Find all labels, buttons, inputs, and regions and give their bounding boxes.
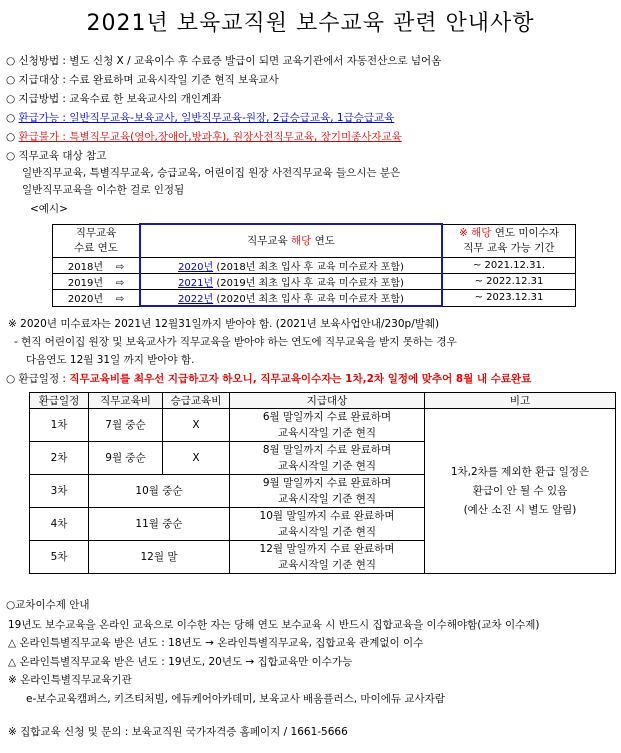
- target-cell: [230, 508, 425, 541]
- header-text: 수료 연도: [74, 241, 118, 254]
- duty-line-1: 일반직무교육, 특별직무교육, 승급교육, 어린이집 원장 사전직무교육 들으시는 분은: [22, 167, 401, 179]
- cell-text: (예산 소진 시 별도 알림): [463, 503, 577, 516]
- remark-cell: [425, 409, 616, 574]
- promo-fee-cell: X: [163, 409, 230, 442]
- duty-fee-cell: 7월 중순: [89, 409, 163, 442]
- arrow-icon: ⇨: [115, 262, 125, 273]
- swap-line-3: △ 온라인특별직무교육 받은 년도 : 19년도, 20년도 → 집합교육만 이수가능: [8, 656, 353, 668]
- cell-text: (2019년 최초 입사 후 교육 미수료자 포함): [216, 278, 404, 289]
- bullet-icon: ○: [6, 373, 16, 385]
- item-duty-head: [6, 149, 106, 164]
- bullet-icon: ○: [6, 74, 16, 86]
- period-cell: ~ 2022.12.31: [442, 274, 576, 290]
- cell-text: 교육시작일 기준 현직: [278, 427, 376, 439]
- header-promo-fee: 승급교육비: [163, 393, 230, 409]
- cell-text: 2019년: [67, 278, 103, 289]
- header-text: ※ 해당: [459, 226, 492, 239]
- item-target: [6, 73, 279, 88]
- edu-year-cell: [140, 258, 442, 274]
- swap-line-2: △ 온라인특별직무교육 받은 년도 : 18년도 → 온라인특별직무교육, 집합교육 관계없이 이수: [8, 637, 424, 649]
- duty-fee-cell: 11월 중순: [89, 508, 230, 541]
- cell-text: 말일까지 수료 완료하며: [283, 510, 395, 522]
- header-completion-year: [53, 224, 141, 258]
- header-target: 지급대상: [230, 393, 425, 409]
- period-cell: ~ 2021.12.31.: [442, 258, 576, 274]
- duty-fee-cell: 10월 중순: [89, 475, 230, 508]
- bullet-icon: ○: [6, 93, 16, 105]
- example-label: <예시>: [30, 203, 68, 215]
- example-table: [52, 223, 576, 307]
- round-cell: 3차: [30, 475, 89, 508]
- refund-no-label: 환급불가 :: [18, 131, 70, 143]
- table-row: [53, 258, 576, 274]
- cell-text: 10월: [259, 510, 284, 522]
- page-title: 2021년 보육교직원 보수교육 관련 안내사항: [86, 11, 535, 36]
- cell-text: 2020년: [67, 294, 103, 306]
- target-cell: [230, 475, 425, 508]
- bullet-icon: ○: [6, 150, 16, 162]
- header-text: 직무 교육 가능 기간: [463, 241, 555, 254]
- promo-fee-cell: X: [163, 442, 230, 475]
- contact-line: ※ 집합교육 신청 및 문의 : 보육교직원 국가자격증 홈페이지 / 1661-5666: [8, 726, 348, 738]
- item-target-text: 지급대상 : 수료 완료하며 교육시작일 기준 현직 보육교사: [18, 74, 279, 86]
- item-apply: [6, 54, 441, 69]
- table-header-row: [30, 393, 616, 409]
- item-apply-text: 신청방법 : 별도 신청 X / 교육이수 후 수료증 발급이 되면 교육기관에서 자동전산으로 넘어옴: [18, 55, 442, 67]
- completion-year-cell: [53, 258, 141, 274]
- bullet-icon: ○: [6, 131, 16, 143]
- cell-text: 교육시작일 기준 현직: [278, 526, 376, 538]
- duty-fee-cell: 12월 말: [89, 541, 230, 574]
- header-period: [442, 224, 576, 258]
- round-cell: 1차: [30, 409, 89, 442]
- target-cell: [230, 409, 425, 442]
- schedule-text: 직무교육비를 최우선 지급하고자 하오니, 직무교육이수자는 1차,2차 일정에 맞추어 8월 내 수료완료: [69, 373, 532, 385]
- item-refund-ok: [6, 111, 394, 126]
- round-cell: 4차: [30, 508, 89, 541]
- refund-ok-text: 일반직무교육-보육교사, 일반직무교육-원장, 2급승급교육, 1급승급교육: [69, 112, 395, 124]
- duty-head-text: 직무교육 대상 참고: [18, 150, 107, 162]
- header-round: 환급일정: [30, 393, 89, 409]
- note-line-1: ※ 2020년 미수료자는 2021년 12월31일까지 받아야 함. (2021년 보육사업안내/230p/발췌): [8, 318, 440, 330]
- header-text: 연도 미이수자: [491, 226, 559, 239]
- cell-text: 2022년: [178, 294, 214, 305]
- target-cell: [230, 442, 425, 475]
- note-line-2: - 현직 어린이집 원장 및 보육교사가 직무교육을 받아야 하는 연도에 직무교육을 받지 못하는 경우: [14, 336, 457, 348]
- item-method-text: 지급방법 : 교육수료 한 보육교사의 개인계좌: [18, 93, 222, 105]
- edu-year-cell: [140, 290, 442, 307]
- cell-text: 1차,2차를 제외한 환급 일정은: [450, 465, 590, 478]
- swap-line-1: 19년도 보수교육을 온라인 교육으로 이수한 자는 당해 연도 보수교육 시 반드시 집합교육을 이수해야함(교차 이수제): [8, 619, 540, 631]
- arrow-icon: ⇨: [115, 278, 125, 289]
- item-schedule: [6, 372, 531, 387]
- completion-year-cell: [53, 290, 141, 307]
- cell-text: 9월: [262, 477, 280, 489]
- cell-text: 말일까지 수료 완료하며: [279, 444, 392, 456]
- cell-text: (2020년 최초 입사 후 교육 미수료자 포함): [216, 294, 404, 305]
- round-cell: 2차: [30, 442, 89, 475]
- round-cell: 5차: [30, 541, 89, 574]
- item-method: [6, 92, 221, 107]
- duty-line-2: 일반직무교육을 이수한 걸로 인정됨: [22, 184, 185, 196]
- table-row: [53, 290, 576, 307]
- cell-text: 2018년: [67, 262, 103, 273]
- cell-text: 교육시작일 기준 현직: [278, 493, 376, 505]
- refund-ok-label: 환급가능 :: [18, 112, 70, 124]
- header-text: 직무교육: [75, 226, 117, 239]
- bullet-icon: ○: [6, 112, 16, 124]
- refund-no-text: 특별직무교육(영아,장애아,방과후), 원장사전직무교육, 장기미종사자교육: [69, 131, 402, 143]
- header-text: 해당: [291, 234, 312, 247]
- bullet-icon: ○: [6, 55, 16, 67]
- arrow-icon: ⇨: [115, 294, 125, 306]
- refund-schedule-table: [29, 392, 616, 574]
- swap-line-5: e-보수교육캠퍼스, 키즈티처빌, 에듀케어아카데미, 보육교사 배움플러스, 마이에듀 교사자람: [26, 693, 445, 705]
- cell-text: 2021년: [178, 278, 214, 289]
- cell-text: 교육시작일 기준 현직: [278, 559, 376, 571]
- period-cell: ~ 2023.12.31: [442, 290, 576, 307]
- duty-fee-cell: 9월 중순: [89, 442, 163, 475]
- table-row: [53, 274, 576, 290]
- cell-text: 8월: [262, 444, 280, 456]
- header-text: 직무교육: [247, 234, 291, 247]
- header-text: 연도: [311, 234, 335, 247]
- cell-text: 6월: [262, 411, 280, 423]
- item-refund-no: [6, 130, 402, 145]
- header-remark: 비고: [425, 393, 616, 409]
- swap-head: ○교차이수제 안내: [6, 599, 90, 611]
- cell-text: 말일까지 수료 완료하며: [283, 543, 395, 555]
- cell-text: 12월: [259, 543, 284, 555]
- cell-text: 교육시작일 기준 현직: [278, 460, 376, 472]
- schedule-label: 환급일정 :: [18, 373, 70, 385]
- completion-year-cell: [53, 274, 141, 290]
- swap-line-4: ※ 온라인특별직무교육기관: [8, 674, 132, 686]
- header-duty-fee: 직무교육비: [89, 393, 163, 409]
- cell-text: 환급이 안 될 수 있음: [472, 484, 568, 497]
- cell-text: (2018년 최초 입사 후 교육 미수료자 포함): [216, 262, 404, 273]
- target-cell: [230, 541, 425, 574]
- table-header-row: [53, 224, 576, 258]
- cell-text: 말일까지 수료 완료하며: [279, 477, 392, 489]
- table-row: [30, 409, 616, 442]
- cell-text: 2020년: [178, 262, 214, 273]
- edu-year-cell: [140, 274, 442, 290]
- cell-text: 말일까지 수료 완료하며: [279, 411, 392, 423]
- note-line-3: 다음연도 12월 31일 까지 받아야 함.: [26, 354, 195, 366]
- header-edu-year: [140, 224, 442, 258]
